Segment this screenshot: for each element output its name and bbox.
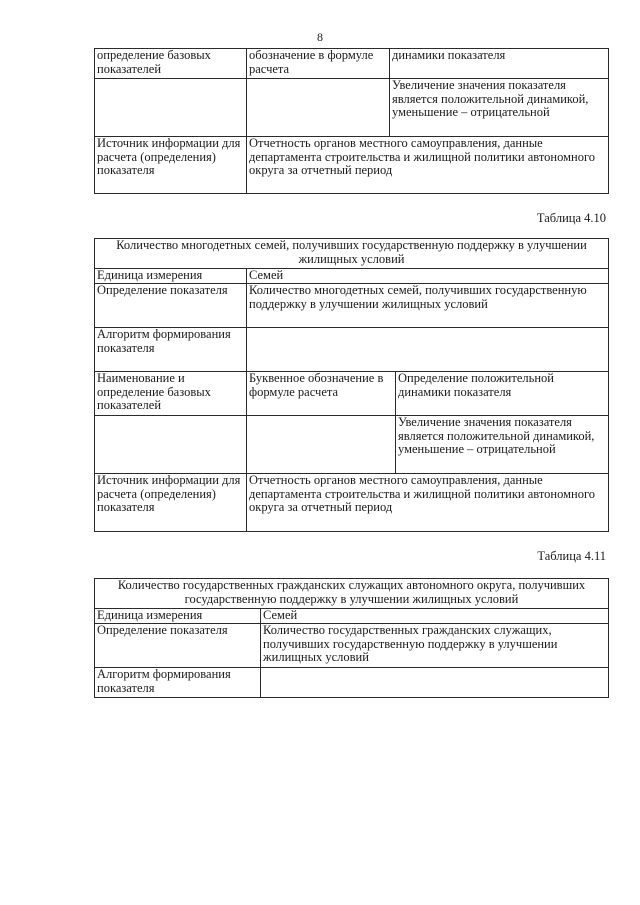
table-header: Количество государственных гражданских служащих автономного округа, получивших государственную поддержку в улучшении жилищных условий [95,579,609,609]
table-caption-4-11: Таблица 4.11 [537,549,606,563]
definition-label-cell: Определение показателя [95,624,261,668]
letter-designation-label-cell: Буквенное обозначение в формуле расчета [247,372,396,416]
table-4-11 [94,578,609,698]
dynamics-cell: динамики показателя [390,49,609,79]
empty-cell [247,79,390,137]
source-value-cell: Отчетность органов местного самоуправления, данные департамента строительства и жилищной политики автономного округа за отчетный период [247,474,609,532]
empty-cell [247,416,396,474]
continued-indicator-table [94,48,609,194]
algorithm-label-cell: Алгоритм формирования показателя [95,668,261,698]
source-value-cell: Отчетность органов местного самоуправления, данные департамента строительства и жилищной политики автономного округа за отчетный период [247,137,609,194]
definition-label-cell: Определение показателя [95,284,247,328]
empty-cell [95,416,247,474]
unit-value-cell: Семей [261,609,609,624]
algorithm-value-cell [247,328,609,372]
source-label-cell: Источник информации для расчета (определения) показателя [95,474,247,532]
dynamics-value-cell: Увеличение значения показателя является положительной динамикой, уменьшение – отрицательной [396,416,609,474]
base-indicators-label-cell: Наименование и определение базовых показателей [95,372,247,416]
definition-value-cell: Количество многодетных семей, получивших государственную поддержку в улучшении жилищных условий [247,284,609,328]
table-4-10 [94,238,609,532]
algorithm-label-cell: Алгоритм формирования показателя [95,328,247,372]
unit-label-cell: Единица измерения [95,269,247,284]
algorithm-value-cell [261,668,609,698]
unit-label-cell: Единица измерения [95,609,261,624]
empty-cell [95,79,247,137]
page-number: 8 [317,30,323,44]
base-indicators-cell: определение базовых показателей [95,49,247,79]
table-header: Количество многодетных семей, получивших государственную поддержку в улучшении жилищных условий [95,239,609,269]
unit-value-cell: Семей [247,269,609,284]
source-label-cell: Источник информации для расчета (определения) показателя [95,137,247,194]
table-caption-4-10: Таблица 4.10 [536,211,606,225]
dynamics-label-cell: Определение положительной динамики показателя [396,372,609,416]
dynamics-value-cell: Увеличение значения показателя является положительной динамикой, уменьшение – отрицательной [390,79,609,137]
definition-value-cell: Количество государственных гражданских служащих, получивших государственную поддержку в улучшении жилищных условий [261,624,609,668]
formula-designation-cell: обозначение в формуле расчета [247,49,390,79]
